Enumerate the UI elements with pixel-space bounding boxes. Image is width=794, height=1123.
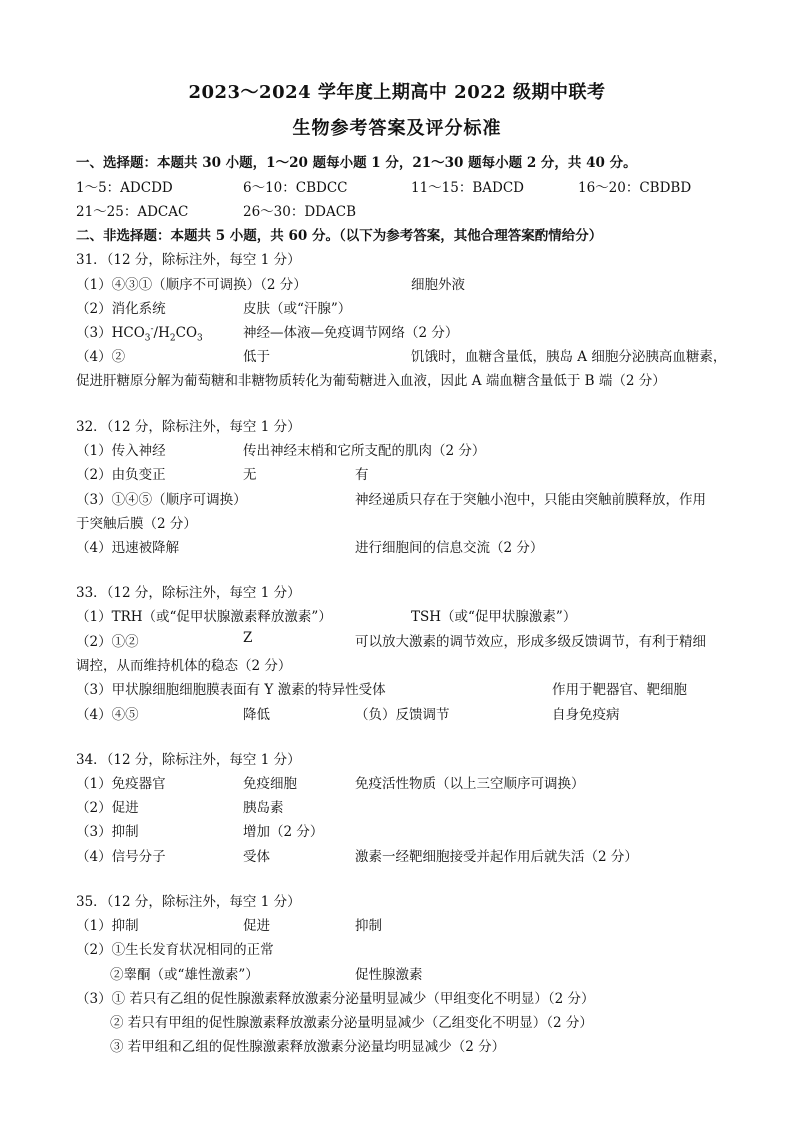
q31-answer-2b: 皮肤（或“汗腺”） [243, 301, 352, 317]
q33-answer-2b: Z [243, 630, 253, 646]
answer-1-5: 1～5：ADCDD [76, 180, 173, 196]
q33-answer-1b: TSH（或“促甲状腺激素”） [411, 609, 577, 625]
q34-answer-4b: 受体 [243, 849, 270, 865]
q34-answer-1b: 免疫细胞 [243, 776, 297, 792]
q31-answer-1a: （1）④③①（顺序不可调换）（2 分） [76, 277, 307, 293]
q34-answer-4c: 激素一经靶细胞接受并起作用后就失活（2 分） [355, 849, 638, 865]
q35-heading: 35．（12 分，除标注外，每空 1 分） [76, 894, 301, 910]
answer-11-15: 11～15：BADCD [411, 180, 525, 196]
section2-heading: 二、非选择题：本题共 5 小题，共 60 分。（以下为参考答案，其他合理答案酌情给分） [76, 228, 603, 244]
q33-answer-4d: 自身免疫病 [552, 707, 620, 723]
answer-21-25: 21～25：ADCAC [76, 204, 189, 220]
page-title: 2023～2024 学年度上期高中 2022 级期中联考 [188, 82, 606, 103]
q35-answer-3b: ② 若只有甲组的促性腺激素释放激素分泌量明显减少（乙组变化不明显）（2 分） [110, 1015, 593, 1031]
q32-answer-2c: 有 [355, 467, 369, 483]
q34-answer-1c: 免疫活性物质（以上三空顺序可调换） [355, 776, 585, 792]
q33-heading: 33．（12 分，除标注外，每空 1 分） [76, 585, 301, 601]
q35-answer-3c: ③ 若甲组和乙组的促性腺激素释放激素分泌量均明显减少（2 分） [110, 1039, 506, 1055]
q31-heading: 31．（12 分，除标注外，每空 1 分） [76, 252, 301, 268]
answer-26-30: 26～30：DDACB [243, 204, 357, 220]
q33-answer-4a: （4）④⑤ [76, 707, 139, 723]
q34-answer-3b: 增加（2 分） [243, 824, 324, 840]
q32-answer-3b: 神经递质只存在于突触小泡中，只能由突触前膜释放，作用 [355, 492, 706, 508]
q35-answer-1a: （1）抑制 [76, 918, 139, 934]
q31-answer-4a: （4）② [76, 349, 126, 365]
q31-answer-4-cont: 促进肝糖原分解为葡萄糖和非糖物质转化为葡萄糖进入血液，因此 A 端血糖含量低于 B 端（2 分） [76, 373, 666, 389]
q35-answer-3a: （3）① 若只有乙组的促性腺激素释放激素分泌量明显减少（甲组变化不明显）（2 分） [76, 991, 595, 1007]
answer-16-20: 16～20：CBDBD [578, 180, 692, 196]
q32-answer-1a: （1）传入神经 [76, 443, 166, 459]
q34-answer-1a: （1）免疫器官 [76, 776, 166, 792]
q32-answer-4b: 进行细胞间的信息交流（2 分） [355, 540, 544, 556]
q32-answer-2b: 无 [243, 467, 257, 483]
q33-answer-4c: （负）反馈调节 [355, 707, 450, 723]
q32-heading: 32．（12 分，除标注外，每空 1 分） [76, 419, 301, 435]
q33-answer-1a: （1）TRH（或“促甲状腺激素释放激素”） [76, 609, 332, 625]
q31-answer-4b: 低于 [243, 349, 270, 365]
q33-answer-3b: 作用于靶器官、靶细胞 [552, 682, 687, 698]
q35-answer-2c: 促性腺激素 [355, 967, 423, 983]
q31-answer-2a: （2）消化系统 [76, 301, 166, 317]
q35-answer-2a: （2）①生长发育状况相同的正常 [76, 942, 274, 958]
q34-answer-2a: （2）促进 [76, 800, 139, 816]
q34-answer-3a: （3）抑制 [76, 824, 139, 840]
q31-answer-3b: 神经—体液—免疫调节网络（2 分） [243, 325, 459, 341]
section1-heading: 一、选择题：本题共 30 小题，1～20 题每小题 1 分，21～30 题每小题 2 分，共 40 分。 [76, 155, 637, 171]
q33-answer-4b: 降低 [243, 707, 270, 723]
q34-answer-2b: 胰岛素 [243, 800, 284, 816]
q35-answer-1c: 抑制 [355, 918, 382, 934]
q34-heading: 34．（12 分，除标注外，每空 1 分） [76, 752, 301, 768]
q31-answer-1b: 细胞外液 [411, 277, 465, 293]
q33-answer-2-cont: 调控，从而维持机体的稳态（2 分） [76, 658, 292, 674]
q31-answer-3a: $(3)HCO_3^-/H_2CO_3$ [76, 324, 203, 344]
q32-answer-2a: （2）由负变正 [76, 467, 166, 483]
q33-answer-3a: （3）甲状腺细胞细胞膜表面有 Y 激素的特异性受体 [76, 682, 386, 698]
q34-answer-4a: （4）信号分子 [76, 849, 166, 865]
q33-answer-2a: （2）①② [76, 634, 139, 650]
q33-answer-2c: 可以放大激素的调节效应，形成多级反馈调节，有利于精细 [355, 634, 706, 650]
q35-answer-1b: 促进 [243, 918, 270, 934]
q31-answer-4c: 饥饿时，血糖含量低，胰岛 A 细胞分泌胰高血糖素， [411, 349, 727, 365]
q32-answer-3a: （3）①④⑤（顺序可调换） [76, 492, 247, 508]
page-subtitle: 生物参考答案及评分标准 [292, 118, 502, 139]
q35-answer-2b: ②睾酮（或“雄性激素”） [110, 967, 259, 983]
answer-6-10: 6～10：CBDCC [243, 180, 348, 196]
q32-answer-1b: 传出神经末梢和它所支配的肌肉（2 分） [243, 443, 486, 459]
q32-answer-4a: （4）迅速被降解 [76, 540, 180, 556]
q32-answer-3-cont: 于突触后膜（2 分） [76, 516, 197, 532]
